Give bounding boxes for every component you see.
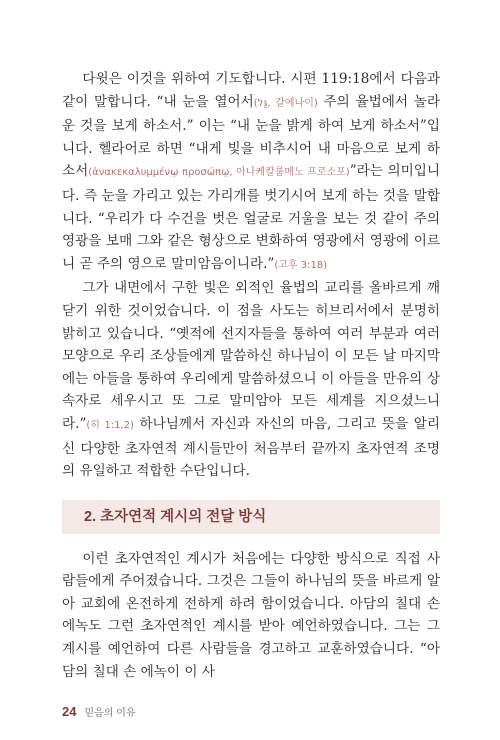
body-text xyxy=(62,548,440,684)
scripture-reference: (גַּל, 갈에나이) xyxy=(253,97,318,109)
running-title: 믿음의 이유 xyxy=(84,708,136,719)
page-number: 24 xyxy=(62,704,77,719)
scripture-reference: (히 1:1,2) xyxy=(86,419,134,431)
scripture-reference: (고후 3:18) xyxy=(274,259,328,271)
paragraph-text: 그가 내면에서 구한 빛은 외적인 율법의 교리를 올바르게 깨닫기 위한 것이었습니다. 이 점을 사도는 히브리서에서 분명히 밝히고 있습니다. “옛적에 선지자들을 통하여 여러 부분과 여러 모양으로 우리 조상들에게 말씀하신 하나님이 이 모든 날 마지막에는 아들을 통하여 우리에게 말씀하셨으니 이 아들을 만유의 상속자로 세우시고 또 그로 말미암아 모든 세계를 지으셨느니라.” xyxy=(62,280,440,432)
paragraph xyxy=(62,68,440,277)
section-heading: 2. 초자연적 계시의 전달 방식 xyxy=(62,500,440,534)
paragraph-text: 주의 율법에서 놀라운 것을 보게 하소서.” 이는 “내 눈을 밝게 하여 보게 하소서”입니다. 헬라어로 하면 “내게 빛을 비추시어 내 마음으로 보게 하소서 xyxy=(62,93,441,180)
paragraph xyxy=(62,277,440,482)
page-body xyxy=(62,68,440,683)
paragraph-text: ”라는 의미입니다. 즉 눈을 가리고 있는 가리개를 벗기시어 보게 하는 것을 말합니다. “우리가 다 수건을 벗은 얼굴로 거울을 보는 것 같이 주의 영광을 보매 그와 같은 형상으로 변화하여 영광에서 영광에 이르니 곧 주의 영으로 말미암음이니라.” xyxy=(62,163,441,272)
page-footer xyxy=(62,704,136,719)
paragraph: 이런 초자연적인 계시가 처음에는 다양한 방식으로 직접 사람들에게 주어졌습니다. 그것은 그들이 하나님의 뜻을 바르게 알아 교회에 온전하게 전하게 하려 함이었습니다. 아담의 칠대 손 에녹도 그런 초자연적인 계시를 받아 예언하였습니다. 그는 그 계시를 예언하여 다른 사람들을 경고하고 교훈하였습니다. “아담의 칠대 손 에녹이 이 사 xyxy=(62,550,440,680)
body-text xyxy=(62,68,440,483)
scripture-reference: (ἀνακεκαλυμμένῳ προσώπῳ, 아나케칼룸메노 프로소포) xyxy=(88,167,350,179)
paragraph-text: 하나님께서 자신과 자신의 마음, 그리고 뜻을 알리신 다양한 초자연적 계시들만이 처음부터 끝까지 초자연적 조명의 유일하고 적합한 수단입니다. xyxy=(62,415,440,480)
paragraph-text: 다윗은 이것을 위하여 기도합니다. 시편 119:18에서 다음과 같이 말합니다. “내 눈을 열어서 xyxy=(62,71,440,110)
